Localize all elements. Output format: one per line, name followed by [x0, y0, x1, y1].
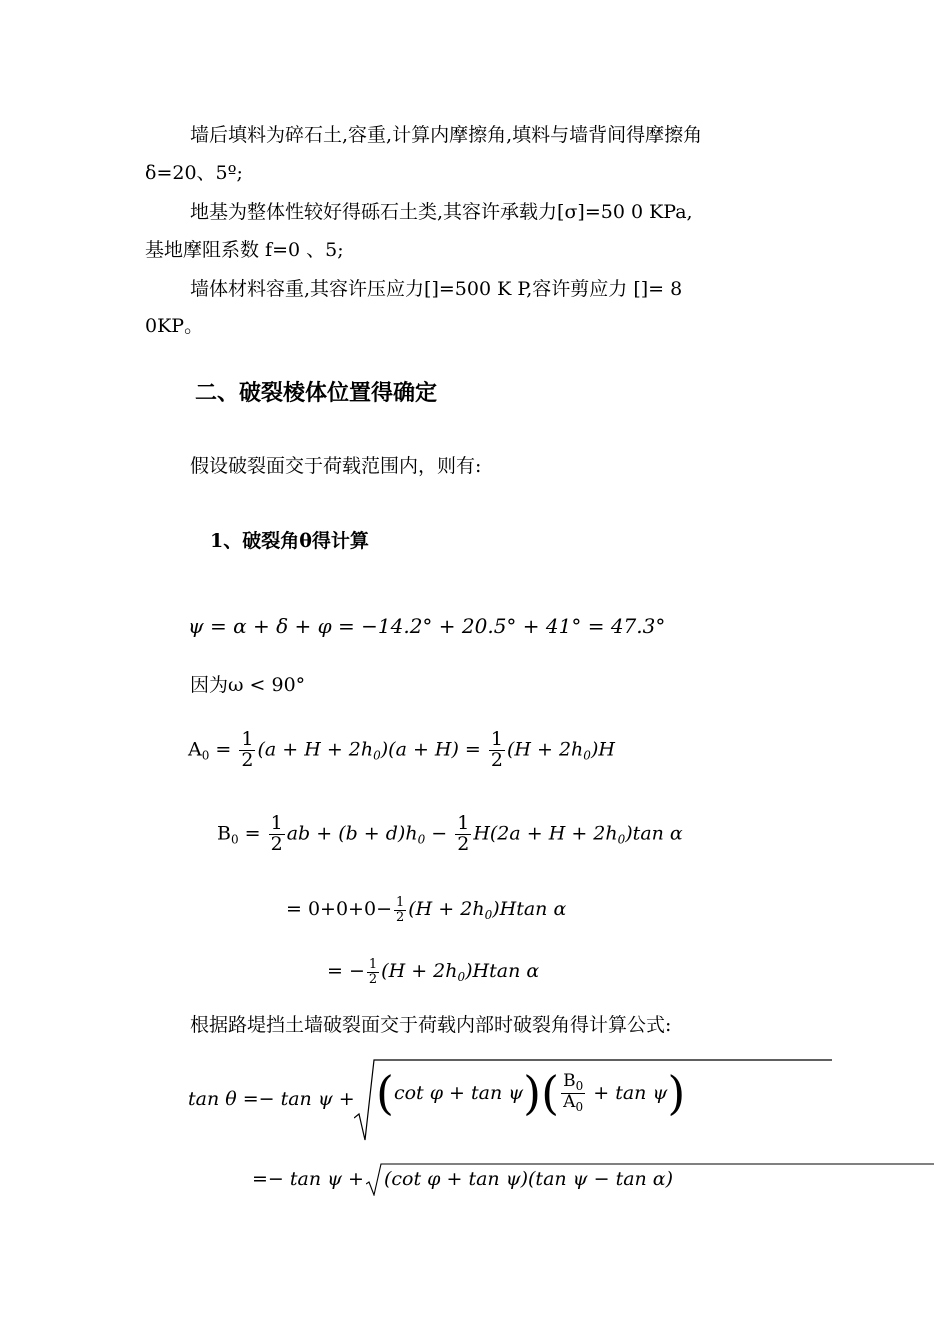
section-heading: 二、破裂棱体位置得确定: [195, 380, 438, 406]
intro-text: 假设破裂面交于荷载范围内，则有:: [190, 455, 482, 477]
condition-text: 因为ω < 90°: [190, 674, 306, 696]
document-page: 墙后填料为碎石土,容重,计算内摩擦角,填料与墙背间得摩擦角 δ=20、5º; 地基为整体性较好得砾石土类,其容许承载力[σ]=50 0 KPa, 基地摩阻系数 f=0 、5; 墙体材料容重,其容许压应力[]=500 K P,容许剪应力 []= 8 0KP。 二、破裂棱体位置得确定 假设破裂面交于荷载范围内，则有: 1、破裂角θ得计算 ψ = α + δ + φ = −14.2° + 20.5° + 41° = 47.3° 因为ω < 90° $A_0$ = $\frac{1}{2}$ $(a + H + 2h_0)(a + H)$ = $\frac{1}{2}$ $(H + 2h_0)H$ $B_0$ = $\frac{1}{2}$ ab + $(b + d)h_0$ − $\frac{1}{2}$ $H(2a + H + 2h_0)\tan$ α = 0+0+0− $\frac{1}{2}$ $(H + 2h_0)Htan$ α = − $\frac{1}{2}$ $(H + 2h_0)Htan$ α 根据路堤挡土墙破裂面交于荷载内部时破裂角得计算公式: tan θ =− tan ψ + (cot φ + tan ψ)( $\frac{B_0}{A_0}$ + tan ψ) =− tan ψ + (cot φ + tan ψ)(tan ψ − tan α): [0, 0, 950, 1344]
psi-equation: ψ = α + δ + φ = −14.2° + 20.5° + 41° = 47.3°: [188, 614, 666, 638]
paragraph-line: 0KP。: [145, 315, 204, 337]
paragraph-line: 基地摩阻系数 f=0 、5;: [145, 239, 344, 261]
b0-equation-line2: = 0+0+0− $\frac{1}{2}$ $(H + 2h_0)Htan$ α: [286, 895, 567, 925]
a0-equation: $A_0$ = $\frac{1}{2}$ $(a + H + 2h_0)(a + H)$ = $\frac{1}{2}$ $(H + 2h_0)H$: [188, 728, 615, 771]
paragraph-line: 墙体材料容重,其容许压应力[]=500 K P,容许剪应力 []= 8: [190, 278, 683, 300]
b0-equation-line1: $B_0$ = $\frac{1}{2}$ ab + $(b + d)h_0$ − $\frac{1}{2}$ $H(2a + H + 2h_0)\tan$ α: [217, 812, 683, 855]
subsection-heading: 1、破裂角θ得计算: [210, 530, 369, 552]
paragraph-line: δ=20、5º;: [145, 162, 243, 184]
formula-intro: 根据路堤挡土墙破裂面交于荷载内部时破裂角得计算公式:: [190, 1014, 672, 1036]
paragraph-line: 地基为整体性较好得砾石土类,其容许承载力[σ]=50 0 KPa,: [190, 201, 693, 223]
paragraph-line: 墙后填料为碎石土,容重,计算内摩擦角,填料与墙背间得摩擦角: [190, 124, 703, 146]
b0-equation-line3: = − $\frac{1}{2}$ $(H + 2h_0)Htan$ α: [327, 957, 540, 987]
